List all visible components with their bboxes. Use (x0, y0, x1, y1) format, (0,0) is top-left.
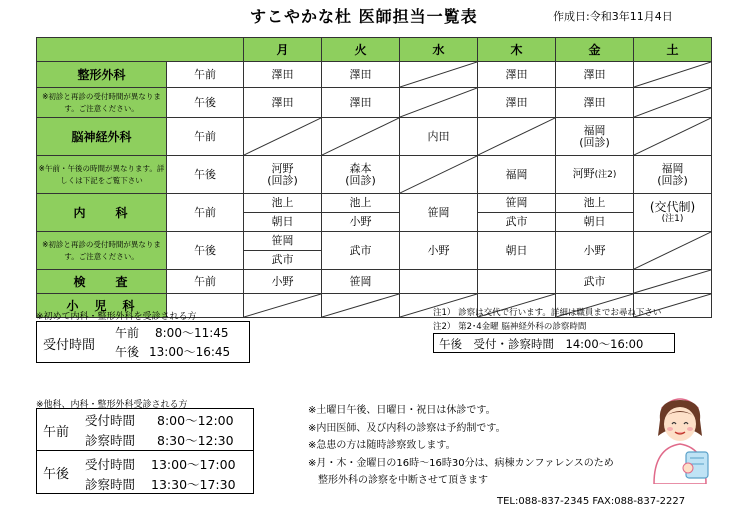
cell-ortho-am-mon: 澤田 (244, 62, 322, 88)
cell-neuro-am-mon (244, 118, 322, 156)
other-pm-consult-time: 13:30～17:30 (151, 477, 236, 492)
cell-ortho-pm-thu: 澤田 (478, 88, 556, 118)
doctor-name: 朝日 (271, 215, 294, 228)
dept-ortho-note: ※初診と再診の受付時間が異なります。ご注意ください。 (37, 88, 167, 118)
first-visit-am-time: 8:00～11:45 (155, 326, 229, 340)
day-header-sat: 土 (634, 38, 712, 62)
doctor-name: 笹岡 (478, 194, 555, 213)
cell-checkup-am-tue: 笹岡 (322, 270, 400, 294)
day-header-thu: 木 (478, 38, 556, 62)
cell-ortho-pm-sat (634, 88, 712, 118)
bottom-note: ※内田医師、及び内科の診察は予約制です。 (308, 422, 506, 434)
other-visit-am-box (36, 408, 254, 451)
session-am: 午前 (167, 270, 244, 294)
other-am-consult-time: 8:30～12:30 (157, 433, 234, 448)
note-2: 注2） 第2･4金曜 脳神経外科の診察時間 (433, 322, 587, 332)
cell-internal-pm-fri: 小野 (556, 232, 634, 270)
cell-neuro-am-fri (556, 118, 634, 156)
neuro-hours-box (433, 333, 675, 353)
page-title: すこやかな杜 医師担当一覧表 (250, 7, 478, 26)
day-header-tue: 火 (322, 38, 400, 62)
cell-internal-am-wed: 笹岡 (400, 194, 478, 232)
table-corner (37, 38, 244, 62)
cell-internal-pm-sat (634, 232, 712, 270)
other-visit-pm: 午後 (43, 467, 70, 482)
day-header-mon: 月 (244, 38, 322, 62)
day-header-fri: 金 (556, 38, 634, 62)
other-visit-am: 午前 (43, 425, 70, 440)
bottom-notes (308, 402, 614, 490)
footnote-ref: (注2) (594, 170, 617, 180)
doctor-name: 笹岡 (244, 232, 321, 251)
doctor-name: 福岡 (661, 161, 684, 175)
cell-internal-pm-tue: 武市 (322, 232, 400, 270)
cell-ortho-pm-fri: 澤田 (556, 88, 634, 118)
doctor-name: 武市 (505, 215, 528, 228)
cell-internal-pm-thu: 朝日 (478, 232, 556, 270)
doctor-name: 森本 (349, 161, 372, 175)
cell-neuro-am-sat (634, 118, 712, 156)
doctor-name: 池上 (322, 194, 399, 213)
session-am: 午前 (167, 194, 244, 232)
other-am-reception-label: 受付時間 (85, 413, 136, 428)
doctor-name: 河野 (572, 167, 595, 180)
session-pm: 午後 (167, 88, 244, 118)
cell-internal-am-mon (244, 194, 322, 232)
other-pm-consult-label: 診察時間 (85, 477, 136, 492)
cell-neuro-pm-wed (400, 156, 478, 194)
doctor-name: 池上 (244, 194, 321, 213)
cell-checkup-am-mon: 小野 (244, 270, 322, 294)
rounds-label: (回診) (345, 173, 376, 187)
session-am: 午前 (167, 62, 244, 88)
note-1: 注1） 診察は交代で行います。詳細は職員までお尋ね下さい (433, 308, 662, 318)
doctor-name: 池上 (556, 194, 633, 213)
dept-neuro: 脳神経外科 (37, 118, 167, 156)
cell-ortho-pm-tue: 澤田 (322, 88, 400, 118)
cell-checkup-am-fri: 武市 (556, 270, 634, 294)
cell-checkup-am-wed (400, 270, 478, 294)
first-visit-pm-time: 13:00～16:45 (149, 345, 231, 359)
dept-internal: 内 科 (37, 194, 167, 232)
cell-ortho-am-wed (400, 62, 478, 88)
cell-ortho-pm-mon: 澤田 (244, 88, 322, 118)
other-am-reception-time: 8:00～12:00 (157, 413, 234, 428)
cell-internal-pm-wed: 小野 (400, 232, 478, 270)
cell-ortho-am-sat (634, 62, 712, 88)
doctor-name: 河野 (271, 161, 294, 175)
bottom-note: ※急患の方は随時診察致します。 (308, 440, 456, 451)
doctor-schedule-table (36, 37, 712, 318)
dept-neuro-note: ※午前・午後の時間が異なります。詳しくは下記をご覧下さい (37, 156, 167, 194)
cell-pediatrics-mon (244, 294, 322, 318)
cell-neuro-am-wed: 内田 (400, 118, 478, 156)
other-visit-pm-box (36, 450, 254, 494)
cell-ortho-am-tue: 澤田 (322, 62, 400, 88)
session-pm: 午後 (167, 156, 244, 194)
cell-neuro-am-thu (478, 118, 556, 156)
first-visit-box (36, 321, 250, 363)
other-pm-reception-label: 受付時間 (85, 457, 136, 472)
first-visit-heading: ※初めて内科・整形外科を受診される方 (36, 312, 197, 322)
rotation-label: (交代制) (649, 199, 696, 214)
cell-neuro-pm-sat (634, 156, 712, 194)
cell-neuro-pm-fri (556, 156, 634, 194)
dept-pediatrics: 小 児 科 (37, 294, 167, 318)
cell-internal-pm-mon (244, 232, 322, 270)
doctor-name: 小野 (349, 215, 372, 228)
cell-internal-am-tue (322, 194, 400, 232)
first-visit-pm: 午後 (115, 345, 140, 359)
bottom-note: ※月・木・金曜日の16時～16時30分は、病棟カンファレンスのため (308, 457, 614, 469)
cell-neuro-am-tue (322, 118, 400, 156)
session-am: 午前 (167, 118, 244, 156)
bottom-note: 整形外科の診察を中断させて頂きます (308, 475, 488, 486)
other-visit-heading: ※他科、内科・整形外科受診される方 (36, 400, 188, 410)
rounds-label: (回診) (657, 173, 688, 187)
other-pm-reception-time: 13:00～17:00 (151, 457, 236, 472)
cell-neuro-pm-mon (244, 156, 322, 194)
cell-ortho-am-fri: 澤田 (556, 62, 634, 88)
cell-ortho-am-thu: 澤田 (478, 62, 556, 88)
cell-checkup-am-sat (634, 270, 712, 294)
doctor-name: 福岡 (583, 123, 606, 137)
cell-internal-am-sat (634, 194, 712, 232)
dept-ortho: 整形外科 (37, 62, 167, 88)
created-date: 作成日:令和3年11月4日 (553, 10, 673, 23)
cell-neuro-pm-thu: 福岡 (478, 156, 556, 194)
cell-ortho-pm-wed (400, 88, 478, 118)
nurse-illustration-icon (640, 388, 720, 484)
cell-pediatrics-tue (322, 294, 400, 318)
first-visit-am: 午前 (115, 326, 140, 340)
dept-checkup: 検 査 (37, 270, 167, 294)
session-pm: 午後 (167, 232, 244, 270)
bottom-note: ※土曜日午後、日曜日・祝日は休診です。 (308, 405, 496, 416)
cell-neuro-pm-tue (322, 156, 400, 194)
dept-internal-note: ※初診と再診の受付時間が異なります。ご注意ください。 (37, 232, 167, 270)
cell-internal-am-fri (556, 194, 634, 232)
cell-internal-am-thu (478, 194, 556, 232)
doctor-name: 武市 (271, 253, 294, 266)
contact-info: TEL:088-837-2345 FAX:088-837-2227 (497, 496, 686, 507)
doctor-name: 朝日 (583, 215, 606, 228)
other-am-consult-label: 診察時間 (85, 433, 136, 448)
day-header-wed: 水 (400, 38, 478, 62)
cell-checkup-am-thu (478, 270, 556, 294)
neuro-hours-text: 午後 受付・診察時間 14:00～16:00 (439, 337, 644, 351)
footnote-ref: (注1) (661, 213, 684, 224)
rounds-label: (回診) (267, 173, 298, 187)
rounds-label: (回診) (579, 135, 610, 149)
first-visit-label: 受付時間 (43, 338, 96, 353)
